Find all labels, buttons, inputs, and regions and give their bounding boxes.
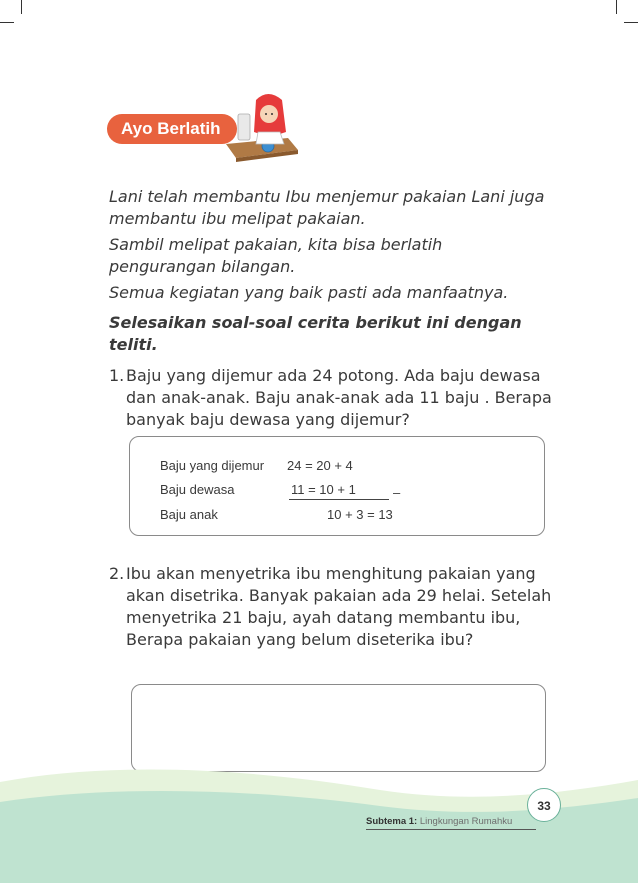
question-number: 2. <box>109 564 125 583</box>
example-label: Baju dewasa <box>160 482 235 497</box>
instruction-text: Selesaikan soal-soal cerita berikut ini dengan teliti. <box>109 313 522 354</box>
example-label: Baju anak <box>160 507 218 522</box>
crop-mark <box>616 0 617 14</box>
intro-paragraph: Semua kegiatan yang baik pasti ada manfaatnya. <box>109 283 509 302</box>
example-label: Baju yang dijemur <box>160 458 265 473</box>
section-badge: Ayo Berlatih <box>107 114 237 144</box>
example-result: 10 + 3 = 13 <box>327 507 393 522</box>
subtraction-operator: – <box>393 485 401 500</box>
crop-mark <box>624 22 638 23</box>
intro-paragraph: Lani telah membantu Ibu menjemur pakaian Lani juga membantu ibu melipat pakaian. <box>109 187 545 228</box>
crop-mark <box>0 22 14 23</box>
example-equation: 24 = 20 + 4 <box>287 458 353 473</box>
intro-paragraph: Sambil melipat pakaian, kita bisa berlatih pengurangan bilangan. <box>109 235 443 276</box>
student-illustration <box>226 92 306 162</box>
question-number: 1. <box>109 366 125 385</box>
footer-rule <box>366 829 536 830</box>
example-equation: 11 = 10 + 1 <box>291 482 356 497</box>
footer-subtema <box>366 816 512 827</box>
question-text: Ibu akan menyetrika ibu menghitung pakaian yang akan disetrika. Banyak pakaian ada 29 helai. Setelah menyetrika 21 baju, ayah datang membantu ibu, Berapa pakaian yang belum diseterika ibu? <box>126 564 552 649</box>
crop-mark <box>21 0 22 14</box>
page-number: 33 <box>527 788 561 822</box>
subtema-label: Subtema 1: <box>366 816 418 827</box>
subtraction-line <box>289 499 389 500</box>
question-text: Baju yang dijemur ada 24 potong. Ada baju dewasa dan anak-anak. Baju anak-anak ada 11 baju . Berapa banyak baju dewasa yang dijemur? <box>126 366 552 429</box>
subtema-name: Lingkungan Rumahku <box>419 816 513 827</box>
